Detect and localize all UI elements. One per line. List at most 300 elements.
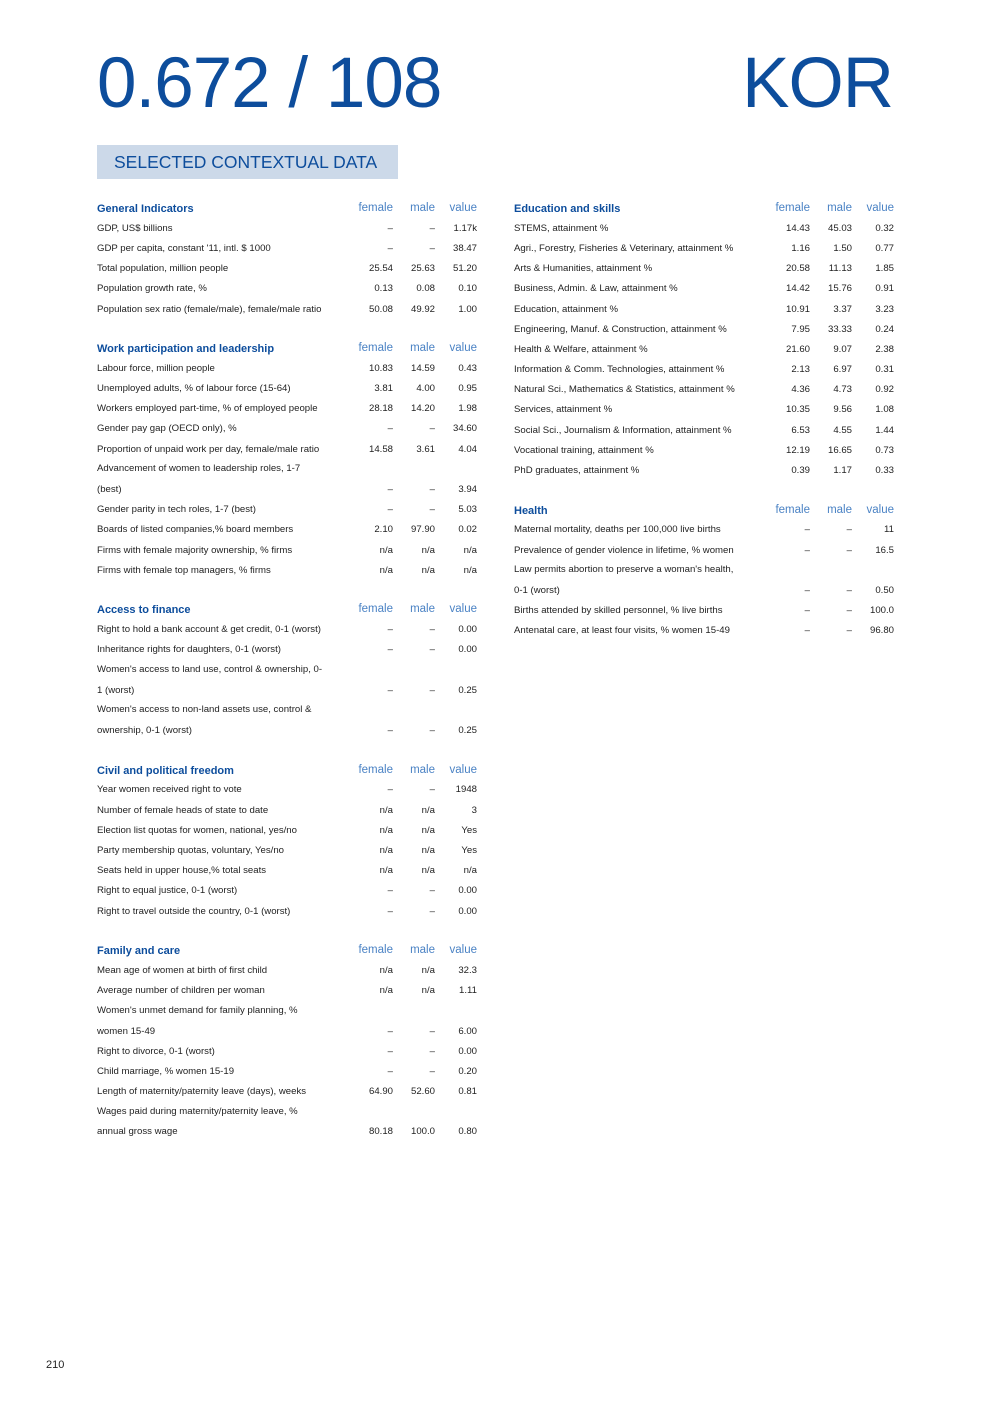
female-value: 10.91	[785, 303, 810, 315]
female-value: 12.19	[785, 444, 810, 456]
indicator-value: 0.00	[458, 905, 477, 917]
table-row	[514, 299, 894, 319]
indicator-value: 0.81	[458, 1086, 477, 1098]
table-row	[97, 960, 477, 980]
indicator-value: 38.47	[452, 242, 477, 254]
male-value: 4.55	[833, 424, 852, 436]
indicator-value: 1.08	[875, 404, 894, 416]
right-column	[514, 198, 894, 660]
male-value: n/a	[421, 865, 435, 877]
col-head-value: value	[449, 342, 477, 355]
indicator-value: 0.00	[458, 1045, 477, 1057]
female-value: –	[387, 222, 393, 234]
table-row	[97, 981, 477, 1001]
page-number: 210	[46, 1359, 65, 1371]
row-label: Mean age of women at birth of first child	[97, 964, 268, 976]
table-row	[97, 620, 477, 640]
row-values	[97, 479, 477, 499]
male-value: –	[846, 524, 852, 536]
row-label: Antenatal care, at least four visits, % women 15-49	[514, 625, 730, 637]
female-value: 20.58	[785, 263, 810, 275]
table-row	[97, 439, 477, 459]
indicator-value: 1.85	[875, 263, 894, 275]
row-label: Right to divorce, 0-1 (worst)	[97, 1045, 215, 1057]
male-value: –	[429, 484, 435, 496]
female-value: –	[387, 504, 393, 516]
female-value: –	[387, 624, 393, 636]
table-row	[97, 419, 477, 439]
indicator-value: 96.80	[869, 625, 894, 637]
male-value: –	[846, 625, 852, 637]
row-label: Women's access to land use, control & ownership, 0-	[97, 663, 323, 675]
indicator-value: 1948	[455, 784, 477, 796]
female-value: –	[387, 242, 393, 254]
indicator-value: 0.00	[458, 624, 477, 636]
indicator-value: 2.38	[875, 343, 894, 355]
table-row	[97, 540, 477, 560]
male-value: 1.17	[833, 465, 852, 477]
col-head-male: male	[827, 503, 852, 516]
indicator-value: n/a	[463, 865, 477, 877]
row-label: Wages paid during maternity/paternity leave, %	[97, 1105, 298, 1117]
female-value: –	[387, 905, 393, 917]
male-value: 97.90	[410, 524, 435, 536]
row-label: Firms with female majority ownership, % firms	[97, 544, 293, 556]
row-label: Unemployed adults, % of labour force (15-64)	[97, 383, 291, 395]
col-head-female: female	[358, 202, 393, 215]
table-row	[97, 1082, 477, 1102]
table-row	[514, 360, 894, 380]
female-value: n/a	[379, 544, 393, 556]
table-row	[514, 460, 894, 480]
female-value: 14.58	[368, 443, 393, 455]
row-label: Services, attainment %	[514, 404, 613, 416]
male-value: –	[429, 905, 435, 917]
row-label: Law permits abortion to preserve a woman's health,	[514, 564, 734, 576]
male-value: –	[429, 624, 435, 636]
male-value: n/a	[421, 845, 435, 857]
table-row	[514, 279, 894, 299]
table-row	[97, 218, 477, 238]
table-row	[514, 380, 894, 400]
male-value: 9.07	[833, 343, 852, 355]
table-row	[97, 500, 477, 520]
table-row	[514, 601, 894, 621]
section-title: Work participation and leadership	[97, 343, 275, 356]
section-header	[514, 198, 894, 218]
col-head-female: female	[358, 763, 393, 776]
indicator-value: 0.92	[875, 384, 894, 396]
row-label: Births attended by skilled personnel, % live births	[514, 605, 723, 617]
row-label: Inheritance rights for daughters, 0-1 (worst)	[97, 644, 281, 656]
col-head-value: value	[449, 603, 477, 616]
male-value: –	[429, 644, 435, 656]
female-value: 14.42	[785, 283, 810, 295]
col-head-female: female	[358, 342, 393, 355]
indicator-value: 5.03	[458, 504, 477, 516]
indicator-value: 0.24	[875, 323, 894, 335]
indicator-value: 0.20	[458, 1065, 477, 1077]
table-row	[97, 800, 477, 820]
female-value: 6.53	[791, 424, 810, 436]
row-label: Right to hold a bank account & get credit, 0-1 (worst)	[97, 624, 321, 636]
male-value: 49.92	[410, 303, 435, 315]
col-head-female: female	[775, 503, 810, 516]
female-value: 0.13	[374, 283, 393, 295]
row-label: Engineering, Manuf. & Construction, attainment %	[514, 323, 727, 335]
section-header	[97, 940, 477, 960]
col-head-male: male	[410, 944, 435, 957]
male-value: –	[429, 1025, 435, 1037]
row-label: Agri., Forestry, Fisheries & Veterinary, attainment %	[514, 242, 734, 254]
female-value: n/a	[379, 804, 393, 816]
table-row	[97, 560, 477, 580]
row-label: Population growth rate, %	[97, 283, 207, 295]
indicator-value: 6.00	[458, 1025, 477, 1037]
female-value: n/a	[379, 964, 393, 976]
indicator-value: 0.02	[458, 524, 477, 536]
row-label: Maternal mortality, deaths per 100,000 live births	[514, 524, 721, 536]
row-values	[97, 680, 477, 700]
male-value: 16.65	[827, 444, 852, 456]
data-section	[514, 500, 894, 641]
table-row	[514, 400, 894, 420]
table-row	[97, 660, 477, 700]
indicator-value: 100.0	[869, 605, 894, 617]
indicator-value: 3.94	[458, 484, 477, 496]
row-label: Education, attainment %	[514, 303, 618, 315]
female-value: n/a	[379, 564, 393, 576]
indicator-value: 0.33	[875, 465, 894, 477]
indicator-value: 34.60	[452, 423, 477, 435]
female-value: –	[387, 725, 393, 737]
table-row	[97, 881, 477, 901]
row-label: STEMS, attainment %	[514, 222, 609, 234]
male-value: –	[429, 885, 435, 897]
col-head-value: value	[449, 202, 477, 215]
female-value: 3.81	[374, 383, 393, 395]
row-label: Women's unmet demand for family planning, %	[97, 1004, 298, 1016]
indicator-value: 11	[884, 524, 894, 536]
female-value: –	[804, 625, 810, 637]
row-label: Length of maternity/paternity leave (days), weeks	[97, 1086, 307, 1098]
male-value: 15.76	[827, 283, 852, 295]
male-value: 14.20	[410, 403, 435, 415]
female-value: n/a	[379, 985, 393, 997]
male-value: 6.97	[833, 364, 852, 376]
row-label: Year women received right to vote	[97, 784, 242, 796]
table-row	[97, 399, 477, 419]
section-title: Family and care	[97, 945, 181, 958]
indicator-value: 0.32	[875, 222, 894, 234]
section-title: Civil and political freedom	[97, 764, 234, 777]
table-row	[514, 420, 894, 440]
female-value: 64.90	[368, 1086, 393, 1098]
indicator-value: 1.17k	[453, 222, 477, 234]
indicator-value: n/a	[463, 564, 477, 576]
indicator-value: 1.98	[458, 403, 477, 415]
female-value: 4.36	[791, 384, 810, 396]
female-value: n/a	[379, 845, 393, 857]
score-rank: 0.672 / 108	[97, 44, 442, 123]
indicator-value: 0.25	[458, 725, 477, 737]
country-code: KOR	[742, 44, 893, 123]
male-value: n/a	[421, 985, 435, 997]
section-header	[514, 500, 894, 520]
row-label-continued: (best)	[97, 484, 122, 496]
male-value: n/a	[421, 544, 435, 556]
female-value: –	[387, 1025, 393, 1037]
section-title: Access to finance	[97, 604, 191, 617]
row-label-continued: ownership, 0-1 (worst)	[97, 725, 192, 737]
female-value: 50.08	[368, 303, 393, 315]
row-label: Election list quotas for women, national, yes/no	[97, 824, 297, 836]
indicator-value: 0.50	[875, 584, 894, 596]
table-row	[97, 1061, 477, 1081]
indicator-value: 0.77	[875, 242, 894, 254]
indicator-value: 0.00	[458, 644, 477, 656]
col-head-female: female	[358, 603, 393, 616]
indicator-value: 0.80	[458, 1126, 477, 1138]
row-label: Health & Welfare, attainment %	[514, 343, 648, 355]
male-value: n/a	[421, 564, 435, 576]
male-value: 4.73	[833, 384, 852, 396]
female-value: 14.43	[785, 222, 810, 234]
row-label-continued: 0-1 (worst)	[514, 584, 560, 596]
male-value: –	[846, 584, 852, 596]
indicator-value: 4.04	[458, 443, 477, 455]
row-label: Average number of children per woman	[97, 985, 265, 997]
female-value: –	[387, 885, 393, 897]
indicator-value: 0.91	[875, 283, 894, 295]
male-value: 1.50	[833, 242, 852, 254]
col-head-female: female	[358, 944, 393, 957]
male-value: 3.37	[833, 303, 852, 315]
data-section	[97, 599, 477, 740]
row-label: Business, Admin. & Law, attainment %	[514, 283, 678, 295]
indicator-value: 1.11	[459, 985, 477, 997]
table-row	[97, 840, 477, 860]
female-value: –	[387, 1065, 393, 1077]
row-label: Vocational training, attainment %	[514, 444, 654, 456]
indicator-value: 0.00	[458, 885, 477, 897]
female-value: 0.39	[791, 465, 810, 477]
indicator-value: 1.44	[875, 424, 894, 436]
female-value: –	[387, 1045, 393, 1057]
col-head-male: male	[827, 202, 852, 215]
section-title: Education and skills	[514, 203, 621, 216]
row-label: Proportion of unpaid work per day, female/male ratio	[97, 443, 320, 455]
female-value: 7.95	[791, 323, 810, 335]
female-value: 21.60	[785, 343, 810, 355]
row-label: Advancement of women to leadership roles, 1-7	[97, 463, 301, 475]
male-value: n/a	[421, 804, 435, 816]
row-label-continued: women 15-49	[97, 1025, 156, 1037]
row-label: PhD graduates, attainment %	[514, 465, 640, 477]
indicator-value: 3	[471, 804, 477, 816]
col-head-male: male	[410, 603, 435, 616]
row-label: Party membership quotas, voluntary, Yes/no	[97, 845, 285, 857]
male-value: –	[429, 684, 435, 696]
row-label: Number of female heads of state to date	[97, 804, 269, 816]
section-header	[97, 599, 477, 619]
table-row	[97, 238, 477, 258]
table-row	[514, 540, 894, 560]
male-value: 0.08	[416, 283, 435, 295]
male-value: 33.33	[827, 323, 852, 335]
female-value: 2.10	[374, 524, 393, 536]
indicator-value: 0.10	[458, 283, 477, 295]
indicator-value: n/a	[463, 544, 477, 556]
data-section	[514, 198, 894, 481]
section-header	[97, 198, 477, 218]
row-values	[514, 580, 894, 600]
row-label: Natural Sci., Mathematics & Statistics, attainment %	[514, 384, 735, 396]
male-value: 3.61	[416, 443, 435, 455]
female-value: –	[804, 544, 810, 556]
male-value: –	[429, 725, 435, 737]
indicator-value: 51.20	[452, 263, 477, 275]
row-label: Women's access to non-land assets use, control &	[97, 704, 312, 716]
table-row	[514, 621, 894, 641]
male-value: 14.59	[410, 362, 435, 374]
table-row	[514, 339, 894, 359]
table-row	[514, 440, 894, 460]
male-value: –	[429, 1045, 435, 1057]
row-label: Workers employed part-time, % of employed people	[97, 403, 318, 415]
male-value: 45.03	[827, 222, 852, 234]
indicator-value: 32.3	[458, 964, 477, 976]
section-banner: SELECTED CONTEXTUAL DATA	[97, 145, 398, 179]
table-row	[97, 700, 477, 740]
row-values	[97, 1122, 477, 1142]
row-label: Gender pay gap (OECD only), %	[97, 423, 237, 435]
female-value: –	[387, 484, 393, 496]
female-value: –	[387, 644, 393, 656]
row-values	[97, 721, 477, 741]
data-section	[97, 760, 477, 922]
row-label: GDP, US$ billions	[97, 222, 173, 234]
row-values	[97, 1021, 477, 1041]
col-head-value: value	[449, 944, 477, 957]
table-row	[97, 279, 477, 299]
table-row	[514, 259, 894, 279]
row-label-continued: 1 (worst)	[97, 684, 135, 696]
row-label: Child marriage, % women 15-19	[97, 1065, 235, 1077]
row-label: Right to equal justice, 0-1 (worst)	[97, 885, 238, 897]
table-row	[97, 861, 477, 881]
male-value: 11.13	[828, 263, 852, 275]
table-row	[514, 218, 894, 238]
row-label: Labour force, million people	[97, 362, 215, 374]
indicator-value: 16.5	[875, 544, 894, 556]
col-head-male: male	[410, 342, 435, 355]
row-label: Total population, million people	[97, 263, 229, 275]
table-row	[97, 780, 477, 800]
female-value: –	[387, 684, 393, 696]
male-value: 52.60	[410, 1086, 435, 1098]
male-value: –	[846, 544, 852, 556]
row-label-continued: annual gross wage	[97, 1126, 178, 1138]
male-value: –	[429, 242, 435, 254]
indicator-value: Yes	[461, 824, 477, 836]
indicator-value: 0.31	[875, 364, 894, 376]
table-row	[97, 520, 477, 540]
col-head-female: female	[775, 202, 810, 215]
row-label: Prevalence of gender violence in lifetime, % women	[514, 544, 734, 556]
table-row	[97, 901, 477, 921]
table-row	[97, 1102, 477, 1142]
female-value: n/a	[379, 865, 393, 877]
male-value: 4.00	[416, 383, 435, 395]
row-label: Firms with female top managers, % firms	[97, 564, 271, 576]
female-value: 1.16	[791, 242, 810, 254]
indicator-value: 0.25	[458, 684, 477, 696]
male-value: 100.0	[410, 1126, 435, 1138]
row-label: Social Sci., Journalism & Information, attainment %	[514, 424, 732, 436]
table-row	[97, 299, 477, 319]
male-value: –	[429, 1065, 435, 1077]
table-row	[514, 560, 894, 600]
female-value: 10.35	[785, 404, 810, 416]
data-section	[97, 198, 477, 319]
male-value: –	[429, 784, 435, 796]
data-section	[97, 940, 477, 1142]
section-title: General Indicators	[97, 203, 194, 216]
table-row	[97, 1001, 477, 1041]
male-value: n/a	[421, 964, 435, 976]
male-value: n/a	[421, 824, 435, 836]
row-label: Right to travel outside the country, 0-1 (worst)	[97, 905, 291, 917]
female-value: –	[804, 584, 810, 596]
female-value: 2.13	[791, 364, 810, 376]
male-value: 9.56	[833, 404, 852, 416]
table-row	[97, 459, 477, 499]
indicator-value: Yes	[461, 845, 477, 857]
row-label: Arts & Humanities, attainment %	[514, 263, 653, 275]
col-head-male: male	[410, 763, 435, 776]
table-row	[97, 820, 477, 840]
female-value: 10.83	[368, 362, 393, 374]
female-value: 25.54	[368, 263, 393, 275]
col-head-value: value	[866, 503, 894, 516]
indicator-value: 3.23	[875, 303, 894, 315]
indicator-value: 1.00	[458, 303, 477, 315]
table-row	[97, 379, 477, 399]
table-row	[514, 238, 894, 258]
data-section	[97, 338, 477, 580]
row-label: Boards of listed companies,% board members	[97, 524, 294, 536]
indicator-value: 0.73	[875, 444, 894, 456]
indicator-value: 0.95	[458, 383, 477, 395]
male-value: –	[429, 504, 435, 516]
row-label: Population sex ratio (female/male), female/male ratio	[97, 303, 322, 315]
section-header	[97, 760, 477, 780]
female-value: n/a	[379, 824, 393, 836]
male-value: 25.63	[410, 263, 435, 275]
col-head-value: value	[449, 763, 477, 776]
female-value: –	[387, 784, 393, 796]
row-label: Information & Comm. Technologies, attainment %	[514, 364, 725, 376]
table-row	[514, 319, 894, 339]
col-head-male: male	[410, 202, 435, 215]
female-value: –	[387, 423, 393, 435]
indicator-value: 0.43	[458, 362, 477, 374]
male-value: –	[429, 423, 435, 435]
left-column	[97, 198, 477, 1161]
section-header	[97, 338, 477, 358]
male-value: –	[429, 222, 435, 234]
